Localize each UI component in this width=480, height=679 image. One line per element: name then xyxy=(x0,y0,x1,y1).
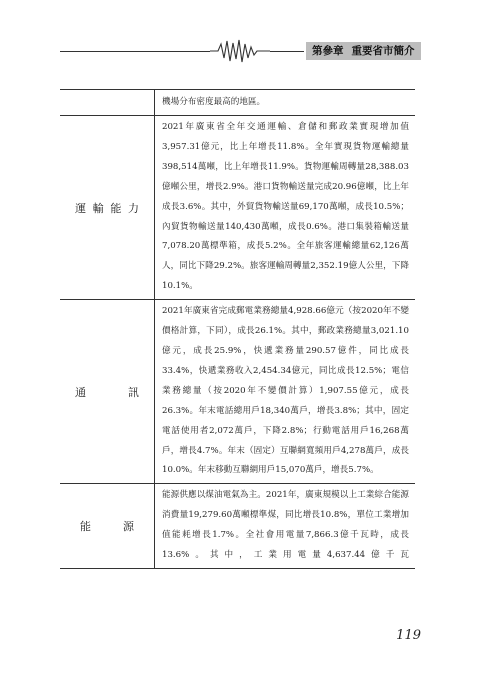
section-title: 重要省市簡介 xyxy=(351,45,415,57)
row-text-airport: 機場分布密度最高的地區。 xyxy=(162,97,266,107)
table-row xyxy=(60,116,415,300)
page-number: 119 xyxy=(396,628,421,643)
row-label-transport: 運 輸 能 力 xyxy=(60,116,155,299)
chapter-label: 第參章 xyxy=(312,45,344,57)
row-label-telecom: 通 訊 xyxy=(60,300,155,483)
heartbeat-wave-icon xyxy=(210,38,270,64)
row-label-energy: 能 源 xyxy=(60,484,155,568)
row-text-energy: 能源供應以煤油電氣為主。2021年，廣東規模以上工業綜合能源消費量19,279.60萬噸標準煤，同比增長10.8%，單位工業增加值能耗增長1.7%。全社會用電量7,866.3億千瓦時，成長13.6%。其中，工業用電量4,637.44億千瓦 xyxy=(162,490,409,561)
header-rule-left xyxy=(60,51,210,52)
header-rule-right xyxy=(270,51,304,52)
row-text-telecom: 2021年廣東省完成郵電業務總量4,928.66億元（按2020年不變價格計算，下同），成長26.1%。其中，郵政業務總量3,021.10億元，成長25.9%，快遞業務量290.57億件，同比成長33.4%，快遞業務收入2,454.34億元，同比成長12.5%；電信業務總量（按2020年不變價計算）1,907.55億元，成長26.3%。年末電話總用戶18,340萬戶，增長3.8%；其中，固定電話使用者2,072萬戶，下降2.8%；行動電話用戶16,268萬戶，增長4.7%。年末（固定）互聯網寬頻用戶4,278萬戶，成長10.0%。年末移動互聯網用戶15,070萬戶，增長5.7%。 xyxy=(162,306,409,476)
province-info-table xyxy=(60,89,415,569)
table-row xyxy=(60,484,415,568)
running-header xyxy=(306,42,421,60)
row-text-transport: 2021年廣東省全年交通運輸、倉儲和郵政業實現增加值3,957.31億元，比上年增長11.8%。全年實現貨物運輸總量398,514萬噸，比上年增長11.9%。貨物運輸周轉量28,388.03億噸公里，增長2.9%。港口貨物輸送量完成20.96億噸，比上年成長3.6%。其中，外貿貨物輸送量69,170萬噸，成長10.5%；內貿貨物輸送量140,430萬噸，成長0.6%。港口集裝箱輸送量7,078.20萬標準箱，成長5.2%。全年旅客運輸總量62,126萬人，同比下降29.2%。旅客運輸周轉量2,352.19億人公里，下降10.1%。 xyxy=(162,122,409,292)
table-row xyxy=(60,90,415,116)
row-label-empty xyxy=(60,90,155,115)
table-row xyxy=(60,300,415,484)
